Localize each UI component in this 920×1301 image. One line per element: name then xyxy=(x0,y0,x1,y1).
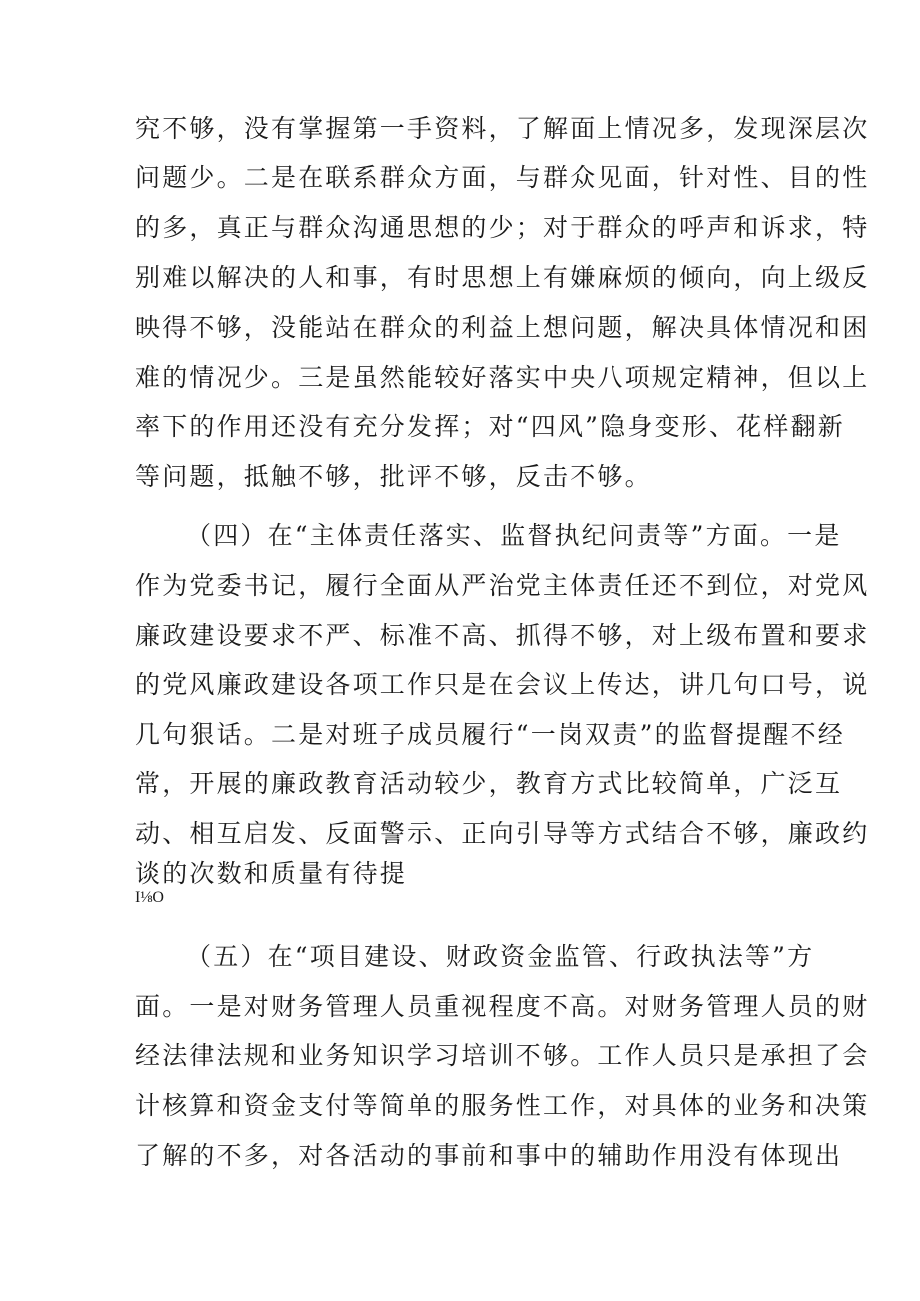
text-line: 动、相互启发、反面警示、正向引导等方式结合不够，廉政约 xyxy=(135,819,870,848)
text-line: 映得不够，没能站在群众的利益上想问题，解决具体情况和困 xyxy=(135,313,870,342)
text-line: 经法律法规和业务知识学习培训不够。工作人员只是承担了会 xyxy=(135,1041,870,1070)
text-line: 计核算和资金支付等简单的服务性工作，对具体的业务和决策 xyxy=(135,1091,870,1120)
text-line: 作为党委书记，履行全面从严治党主体责任还不到位，对党风 xyxy=(135,571,870,600)
ocr-artifact: I⅛O xyxy=(135,889,164,906)
text-line: 几句狠话。二是对班子成员履行“一岗双责”的监督提醒不经 xyxy=(135,720,845,749)
text-line: 等问题，抵触不够，批评不够，反击不够。 xyxy=(135,462,652,491)
text-line: 的党风廉政建设各项工作只是在会议上传达，讲几句口号，说 xyxy=(135,670,870,699)
text-line: 常，开展的廉政教育活动较少，教育方式比较简单，广泛互 xyxy=(135,769,843,798)
text-line: 了解的不多，对各活动的事前和事中的辅助作用没有体现出 xyxy=(135,1141,843,1170)
text-line: 廉政建设要求不严、标准不高、抓得不够，对上级布置和要求 xyxy=(135,621,870,650)
text-line: 谈的次数和质量有待提 xyxy=(135,859,408,888)
text-line: 的多，真正与群众沟通思想的少；对于群众的呼声和诉求，特 xyxy=(135,213,870,242)
text-line: 究不够，没有掌握第一手资料，了解面上情况多，发现深层次 xyxy=(135,114,870,143)
text-line: 难的情况少。三是虽然能较好落实中央八项规定精神，但以上 xyxy=(135,363,870,392)
text-line: 率下的作用还没有充分发挥；对“四风”隐身变形、花样翻新 xyxy=(135,412,845,441)
text-line: 面。一是对财务管理人员重视程度不高。对财务管理人员的财 xyxy=(135,992,870,1021)
text-line: 别难以解决的人和事，有时思想上有嫌麻烦的倾向，向上级反 xyxy=(135,263,870,292)
text-line: （五）在“项目建设、财政资金监管、行政执法等”方 xyxy=(186,942,815,971)
text-line: 问题少。二是在联系群众方面，与群众见面，针对性、目的性 xyxy=(135,163,870,192)
text-line: （四）在“主体责任落实、监督执纪问责等”方面。一是 xyxy=(186,521,842,550)
